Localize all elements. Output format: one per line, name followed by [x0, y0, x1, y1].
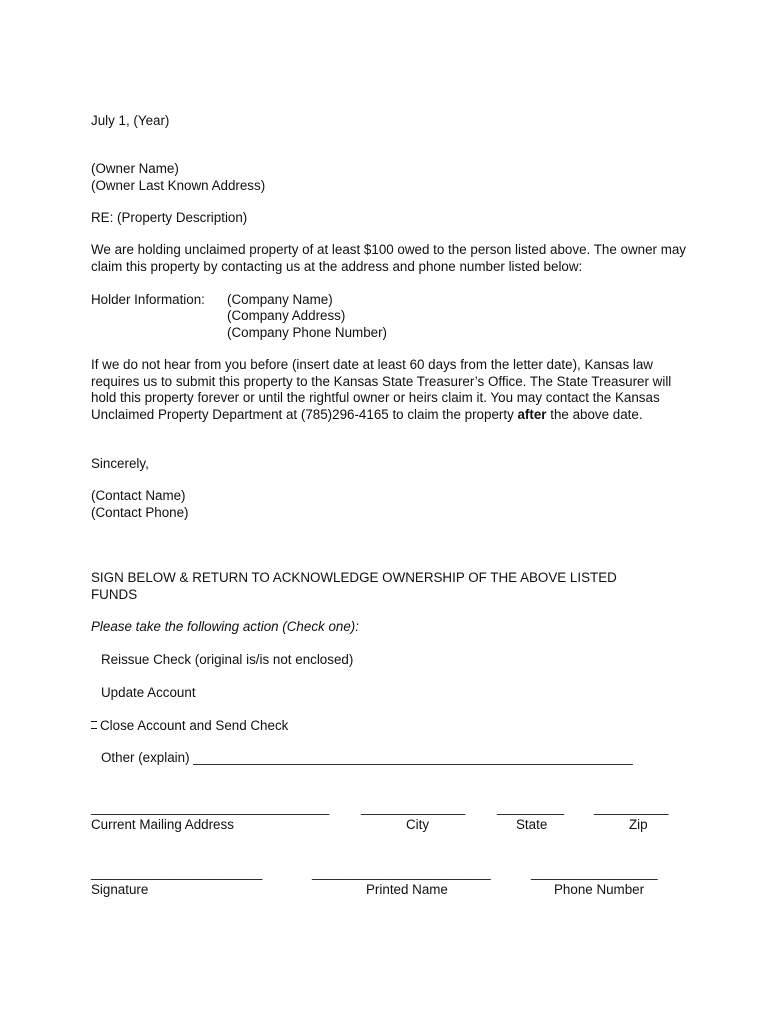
- form-instruction: Please take the following action (Check one):: [91, 619, 359, 634]
- city-label: City: [406, 817, 430, 832]
- phone-number-line: _________________: [531, 865, 658, 880]
- notice-text-start: If we do not hear from you before (insert date at least 60 days from the letter date), Kansas law requires us to submit this property to the Kansas State Treasurer’s Office. The State Treasurer will hold this property forever or until the rightful owner or heirs claim it. You may contact the Kansas Unclaimed Property Department at (785)296-4165 to claim the property: [91, 357, 672, 422]
- address-line: ________________________________: [91, 800, 330, 815]
- option-label: Update Account: [101, 685, 196, 700]
- option-other[interactable]: [91, 750, 633, 767]
- signature-label: Signature: [91, 882, 149, 897]
- contact-name: (Contact Name): [91, 488, 186, 503]
- form-heading: SIGN BELOW & RETURN TO ACKNOWLEDGE OWNERSHIP OF THE ABOVE LISTED FUNDS: [91, 570, 617, 602]
- state-label: State: [516, 817, 548, 832]
- checkbox-empty[interactable]: [91, 688, 99, 698]
- re-line: RE: (Property Description): [91, 210, 248, 225]
- closing: Sincerely,: [91, 456, 149, 471]
- zip-label: Zip: [629, 817, 648, 832]
- contact-phone: (Contact Phone): [91, 505, 189, 520]
- printed-name-line: ________________________: [312, 865, 491, 880]
- option-label: Other (explain) ___________________________________________________________: [101, 750, 633, 765]
- letter-date: July 1, (Year): [91, 113, 170, 128]
- owner-address: (Owner Last Known Address): [91, 178, 266, 193]
- intro-paragraph: We are holding unclaimed property of at least $100 owed to the person listed above. The owner may claim this property by contacting us at the address and phone number listed below:: [91, 242, 687, 274]
- notice-bold-word: after: [517, 406, 547, 422]
- option-close-account[interactable]: [91, 718, 288, 735]
- option-label: Close Account and Send Check: [100, 718, 289, 733]
- option-reissue-check[interactable]: [91, 652, 353, 669]
- address-label: Current Mailing Address: [91, 817, 234, 832]
- phone-number-label: Phone Number: [554, 882, 645, 897]
- checkbox-mark-icon[interactable]: [91, 721, 97, 729]
- option-label: Reissue Check (original is/is not enclosed): [101, 652, 354, 667]
- owner-name: (Owner Name): [91, 161, 179, 176]
- notice-paragraph: [91, 357, 691, 423]
- checkbox-empty[interactable]: [91, 753, 99, 763]
- holder-label: Holder Information:: [91, 292, 205, 307]
- city-line: ______________: [361, 800, 466, 815]
- signature-line: _______________________: [91, 865, 263, 880]
- printed-name-label: Printed Name: [366, 882, 448, 897]
- state-line: _________: [497, 800, 565, 815]
- notice-text-end: the above date.: [546, 406, 643, 422]
- company-address: (Company Address): [227, 308, 346, 323]
- zip-line: __________: [594, 800, 669, 815]
- option-update-account[interactable]: [91, 685, 196, 702]
- company-phone: (Company Phone Number): [227, 325, 388, 340]
- checkbox-empty[interactable]: [91, 655, 99, 665]
- company-name: (Company Name): [227, 292, 333, 307]
